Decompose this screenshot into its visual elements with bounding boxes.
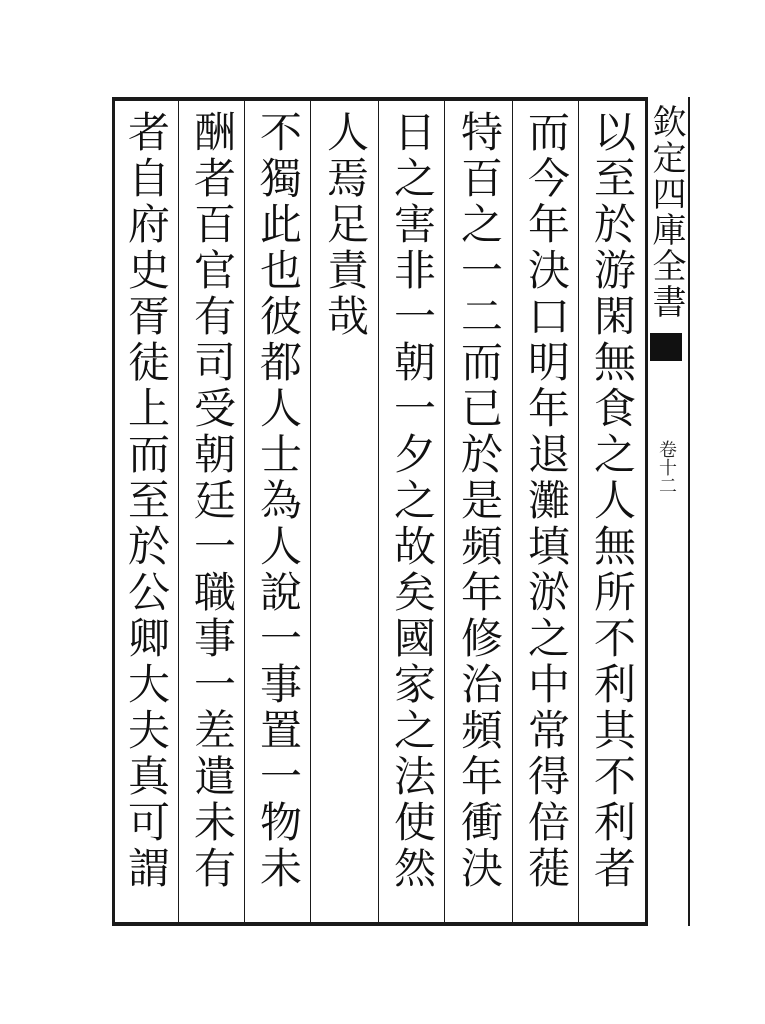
left-border-line xyxy=(112,97,115,926)
text-column-1: 以至於游閑無食之人無所不利其不利者 xyxy=(588,110,637,892)
margin-outer-line xyxy=(688,97,690,926)
text-column-3: 特百之一二而已於是頻年修治頻年衝決 xyxy=(455,110,504,892)
text-column-5: 人焉足責哉 xyxy=(321,110,370,340)
column-divider xyxy=(310,101,311,922)
column-divider xyxy=(178,101,179,922)
top-border-line xyxy=(112,97,648,101)
column-divider xyxy=(512,101,513,922)
column-divider xyxy=(378,101,379,922)
volume-label: 卷十二 xyxy=(656,440,677,494)
text-column-8: 者自府史胥徒上而至於公卿大夫真可謂 xyxy=(122,110,171,892)
text-column-2: 而今年決口明年退灘填淤之中常得倍蓰 xyxy=(522,110,571,892)
column-divider xyxy=(444,101,445,922)
text-column-7: 酬者百官有司受朝廷一職事一差遣未有 xyxy=(188,110,237,892)
bottom-border-line xyxy=(112,922,648,926)
text-column-4: 日之害非一朝一夕之故矣國家之法使然 xyxy=(388,110,437,892)
column-divider xyxy=(578,101,579,922)
text-column-6: 不獨此也彼都人士為人說一事置一物未 xyxy=(254,110,303,892)
column-divider xyxy=(244,101,245,922)
collection-title: 欽定四庫全書 xyxy=(646,104,686,320)
fish-tail-mark xyxy=(650,333,682,361)
